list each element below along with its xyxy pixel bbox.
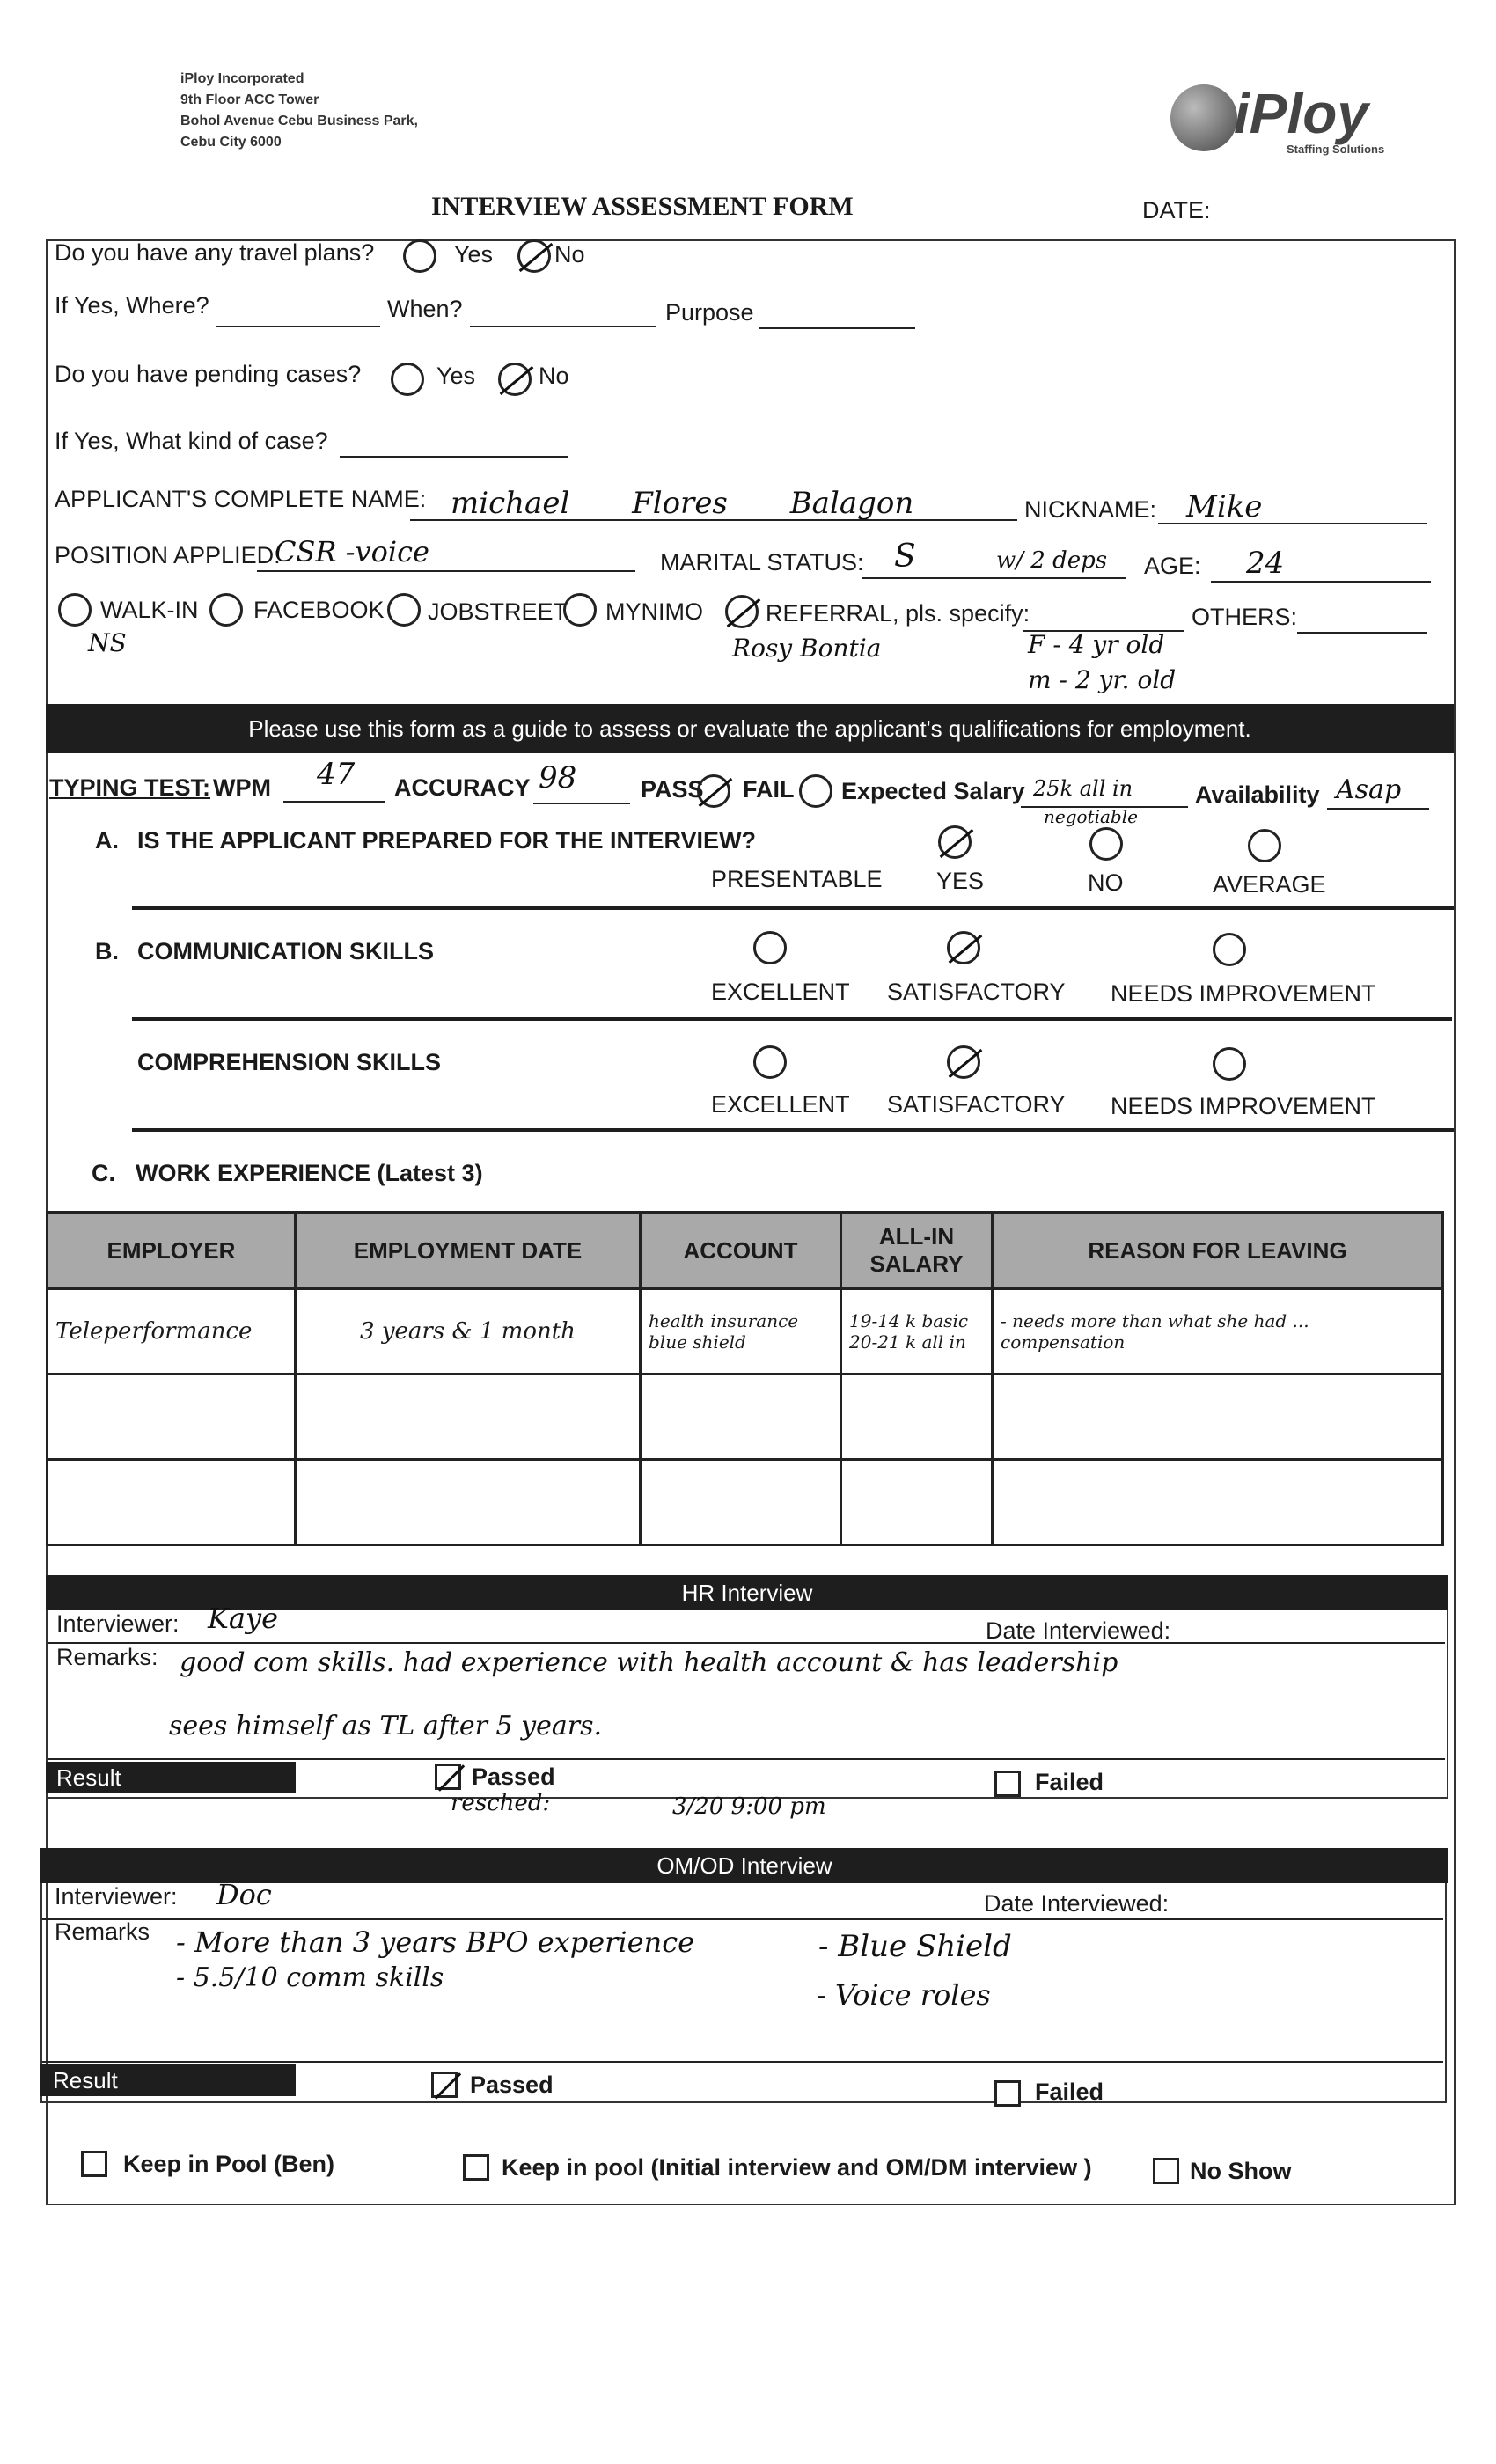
purpose-field[interactable] <box>759 327 915 329</box>
wpm-field[interactable] <box>283 801 385 803</box>
column-header: ALL-IN SALARY <box>841 1213 993 1289</box>
salary-note: negotiable <box>1044 806 1138 827</box>
travel-yes-radio[interactable] <box>403 239 436 273</box>
deps-line-2: m - 2 yr. old <box>1028 665 1177 694</box>
comm-satisfactory-radio[interactable] <box>947 931 980 964</box>
purpose-label: Purpose <box>665 299 754 326</box>
company-address <box>180 69 418 153</box>
comp-needs-radio[interactable] <box>1213 1047 1246 1081</box>
no-show-label: No Show <box>1190 2158 1292 2184</box>
case-kind-label: If Yes, What kind of case? <box>55 428 328 454</box>
comm-title: COMMUNICATION SKILLS <box>137 938 434 964</box>
section-a-question: IS THE APPLICANT PREPARED FOR THE INTERVIEW? <box>137 827 757 854</box>
pending-no-label: No <box>539 363 569 389</box>
comm-excellent-label: EXCELLENT <box>711 979 850 1005</box>
pending-yes-label: Yes <box>436 363 476 389</box>
nickname-label: NICKNAME: <box>1024 496 1157 523</box>
pass-radio[interactable] <box>697 774 730 808</box>
table-row <box>48 1375 1443 1460</box>
others-field[interactable] <box>1297 632 1427 634</box>
others-label: OTHERS: <box>1192 604 1298 630</box>
pass-label: PASS <box>641 776 704 803</box>
section-a-rule <box>132 906 1454 910</box>
nickname-value: Mike <box>1186 489 1263 524</box>
check-icon <box>438 1764 465 1791</box>
comm-rule <box>132 1017 1452 1021</box>
age-label: AGE: <box>1144 553 1201 579</box>
column-header: EMPLOYER <box>48 1213 296 1289</box>
hr-date-label: Date Interviewed: <box>986 1617 1171 1644</box>
om-failed-label: Failed <box>1035 2079 1104 2105</box>
facebook-label: FACEBOOK <box>253 597 385 623</box>
comm-excellent-radio[interactable] <box>753 931 787 964</box>
hr-interviewer-value: Kaye <box>208 1602 278 1635</box>
check-icon <box>435 2072 461 2099</box>
walkin-radio[interactable] <box>58 593 92 627</box>
pool-initial-label: Keep in pool (Initial interview and OM/DM interview ) <box>502 2154 1092 2181</box>
hr-remarks-label: Remarks: <box>56 1644 158 1670</box>
travel-yes-label: Yes <box>454 241 494 268</box>
pool-ben-label: Keep in Pool (Ben) <box>123 2151 335 2177</box>
salary-value: 25k all in <box>1033 776 1133 801</box>
jobstreet-radio[interactable] <box>387 593 421 627</box>
hr-passed-label: Passed <box>472 1764 555 1790</box>
om-remarks-label: Remarks <box>55 1918 150 1945</box>
logo-tagline: Staffing Solutions <box>1287 143 1385 156</box>
hr-failed-checkbox[interactable] <box>994 1771 1021 1797</box>
om-failed-checkbox[interactable] <box>994 2080 1021 2107</box>
where-label: If Yes, Where? <box>55 292 209 319</box>
opt-average: AVERAGE <box>1213 871 1326 898</box>
comp-excellent-radio[interactable] <box>753 1045 787 1079</box>
ns-note: NS <box>88 628 127 657</box>
om-interviewer-value: Doc <box>216 1878 272 1911</box>
globe-icon <box>1170 84 1237 151</box>
cell-employer[interactable] <box>48 1460 296 1545</box>
om-passed-checkbox[interactable] <box>431 2072 458 2098</box>
comp-title: COMPREHENSION SKILLS <box>137 1049 442 1075</box>
address-line: 9th Floor ACC Tower <box>180 92 319 107</box>
referral-label: REFERRAL, pls. specify: <box>766 600 1030 627</box>
column-header: EMPLOYMENT DATE <box>296 1213 641 1289</box>
hr-remarks-line-1: good com skills. had experience with health account & has leadership <box>180 1647 1118 1678</box>
name-label: APPLICANT'S COMPLETE NAME: <box>55 486 427 512</box>
comp-satisfactory-radio[interactable] <box>947 1045 980 1079</box>
cell-date[interactable]: 3 years & 1 month <box>296 1289 641 1375</box>
travel-no-radio[interactable] <box>517 239 551 273</box>
opt-no: NO <box>1088 869 1124 896</box>
prepared-no-radio[interactable] <box>1089 827 1123 861</box>
when-field[interactable] <box>470 326 656 327</box>
cell-account[interactable] <box>641 1375 841 1460</box>
fail-label: FAIL <box>743 776 795 803</box>
cell-date[interactable] <box>296 1460 641 1545</box>
hr-title: HR Interview <box>46 1575 1448 1610</box>
age-field[interactable] <box>1211 581 1431 583</box>
cell-reason[interactable]: - needs more than what she had ... compensation <box>993 1289 1443 1375</box>
pool-ben-checkbox[interactable] <box>81 2151 107 2177</box>
salary-label: Expected Salary <box>841 778 1025 804</box>
form-title: INTERVIEW ASSESSMENT FORM <box>431 192 854 221</box>
marital-note: w/ 2 deps <box>996 547 1108 574</box>
pool-initial-checkbox[interactable] <box>463 2154 489 2181</box>
position-field[interactable] <box>257 570 635 572</box>
guide-banner: Please use this form as a guide to assess or evaluate the applicant's qualifications for employment. <box>46 704 1454 753</box>
cell-reason[interactable] <box>993 1375 1443 1460</box>
om-remarks-right-2: - Voice roles <box>817 1978 991 2012</box>
position-label: POSITION APPLIED: <box>55 542 281 568</box>
pending-yes-radio[interactable] <box>391 363 424 396</box>
travel-question: Do you have any travel plans? <box>55 239 375 266</box>
table-row <box>48 1460 1443 1545</box>
column-header: ACCOUNT <box>641 1213 841 1289</box>
logo <box>1170 81 1399 160</box>
table-header-row <box>48 1213 1443 1289</box>
om-remarks-left-1: - More than 3 years BPO experience <box>176 1925 695 1959</box>
wpm-value: 47 <box>317 757 356 792</box>
hr-result-label: Result <box>46 1762 296 1793</box>
cell-salary[interactable]: 19-14 k basic 20-21 k all in <box>841 1289 993 1375</box>
name-value: michael Flores Balagon <box>451 486 914 521</box>
hr-remarks-line-2: sees himself as TL after 5 years. <box>169 1711 603 1742</box>
prepared-yes-radio[interactable] <box>938 825 972 859</box>
pending-question: Do you have pending cases? <box>55 361 362 387</box>
accuracy-label: ACCURACY <box>394 774 531 801</box>
fail-radio[interactable] <box>799 774 832 808</box>
hr-result-divider <box>48 1758 1445 1760</box>
cell-account[interactable]: health insurance blue shield <box>641 1289 841 1375</box>
marital-field[interactable] <box>862 577 1126 579</box>
travel-no-label: No <box>554 241 585 268</box>
om-passed-label: Passed <box>470 2072 554 2098</box>
section-a-letter: A. <box>95 827 119 854</box>
comp-needs-label: NEEDS IMPROVEMENT <box>1111 1093 1376 1119</box>
om-date-label: Date Interviewed: <box>984 1890 1170 1917</box>
marital-value: S <box>894 539 916 575</box>
section-c-title: WORK EXPERIENCE (Latest 3) <box>136 1160 483 1186</box>
hr-interviewer-label: Interviewer: <box>56 1610 180 1637</box>
cell-salary[interactable] <box>841 1375 993 1460</box>
hr-resched-label: resched: <box>451 1790 551 1816</box>
mynimo-label: MYNIMO <box>605 598 703 625</box>
accuracy-value: 98 <box>539 760 577 796</box>
column-header: REASON FOR LEAVING <box>993 1213 1443 1289</box>
om-interviewer-label: Interviewer: <box>55 1883 178 1910</box>
cell-employer[interactable]: Teleperformance <box>48 1289 296 1375</box>
date-label: DATE: <box>1142 197 1211 224</box>
age-value: 24 <box>1246 546 1285 581</box>
comp-excellent-label: EXCELLENT <box>711 1091 850 1118</box>
comp-satisfactory-label: SATISFACTORY <box>887 1091 1066 1118</box>
when-label: When? <box>387 296 463 322</box>
typing-label: TYPING TEST: <box>49 774 211 801</box>
position-value: CSR -voice <box>275 535 429 568</box>
om-title: OM/OD Interview <box>40 1848 1448 1883</box>
section-b-letter: B. <box>95 938 119 964</box>
deps-line-1: F - 4 yr old <box>1028 630 1165 659</box>
referral-radio[interactable] <box>725 595 759 628</box>
cell-account[interactable] <box>641 1460 841 1545</box>
cell-employer[interactable] <box>48 1375 296 1460</box>
hr-failed-label: Failed <box>1035 1769 1104 1795</box>
comm-satisfactory-label: SATISFACTORY <box>887 979 1066 1005</box>
opt-presentable: PRESENTABLE <box>711 866 883 892</box>
section-c-letter: C. <box>92 1160 115 1186</box>
om-remarks-left-2: - 5.5/10 comm skills <box>176 1962 444 1993</box>
marital-label: MARITAL STATUS: <box>660 549 864 576</box>
cell-reason[interactable] <box>993 1460 1443 1545</box>
mynimo-radio[interactable] <box>563 593 597 627</box>
address-line: Bohol Avenue Cebu Business Park, <box>180 114 418 128</box>
facebook-radio[interactable] <box>209 593 243 627</box>
om-result-divider <box>42 2061 1443 2063</box>
walkin-label: WALK-IN <box>100 597 199 623</box>
cell-salary[interactable] <box>841 1460 993 1545</box>
work-experience-table <box>46 1211 1444 1546</box>
pending-no-radio[interactable] <box>498 363 532 396</box>
comp-rule <box>132 1128 1454 1132</box>
prepared-average-radio[interactable] <box>1248 829 1281 862</box>
availability-field[interactable] <box>1327 808 1429 810</box>
comm-needs-radio[interactable] <box>1213 933 1246 966</box>
case-kind-field[interactable] <box>340 456 568 458</box>
comm-needs-label: NEEDS IMPROVEMENT <box>1111 980 1376 1007</box>
om-result-label: Result <box>40 2064 296 2096</box>
om-divider <box>42 1918 1443 1920</box>
jobstreet-label: JOBSTREET <box>428 598 568 625</box>
logo-name: iPloy <box>1234 82 1368 145</box>
address-line: Cebu City 6000 <box>180 135 282 150</box>
where-field[interactable] <box>216 326 380 327</box>
address-line: iPloy Incorporated <box>180 71 304 86</box>
opt-yes: YES <box>936 868 985 894</box>
hr-divider <box>48 1642 1445 1644</box>
accuracy-field[interactable] <box>533 803 630 804</box>
availability-label: Availability <box>1195 781 1320 808</box>
hr-resched-value: 3/20 9:00 pm <box>672 1793 826 1820</box>
table-row <box>48 1289 1443 1375</box>
referral-name: Rosy Bontia <box>732 634 882 663</box>
wpm-label: WPM <box>213 774 271 801</box>
hr-passed-checkbox[interactable] <box>435 1764 461 1790</box>
no-show-checkbox[interactable] <box>1153 2158 1179 2184</box>
cell-date[interactable] <box>296 1375 641 1460</box>
availability-value: Asap <box>1336 774 1402 805</box>
om-remarks-right-1: - Blue Shield <box>818 1929 1012 1964</box>
